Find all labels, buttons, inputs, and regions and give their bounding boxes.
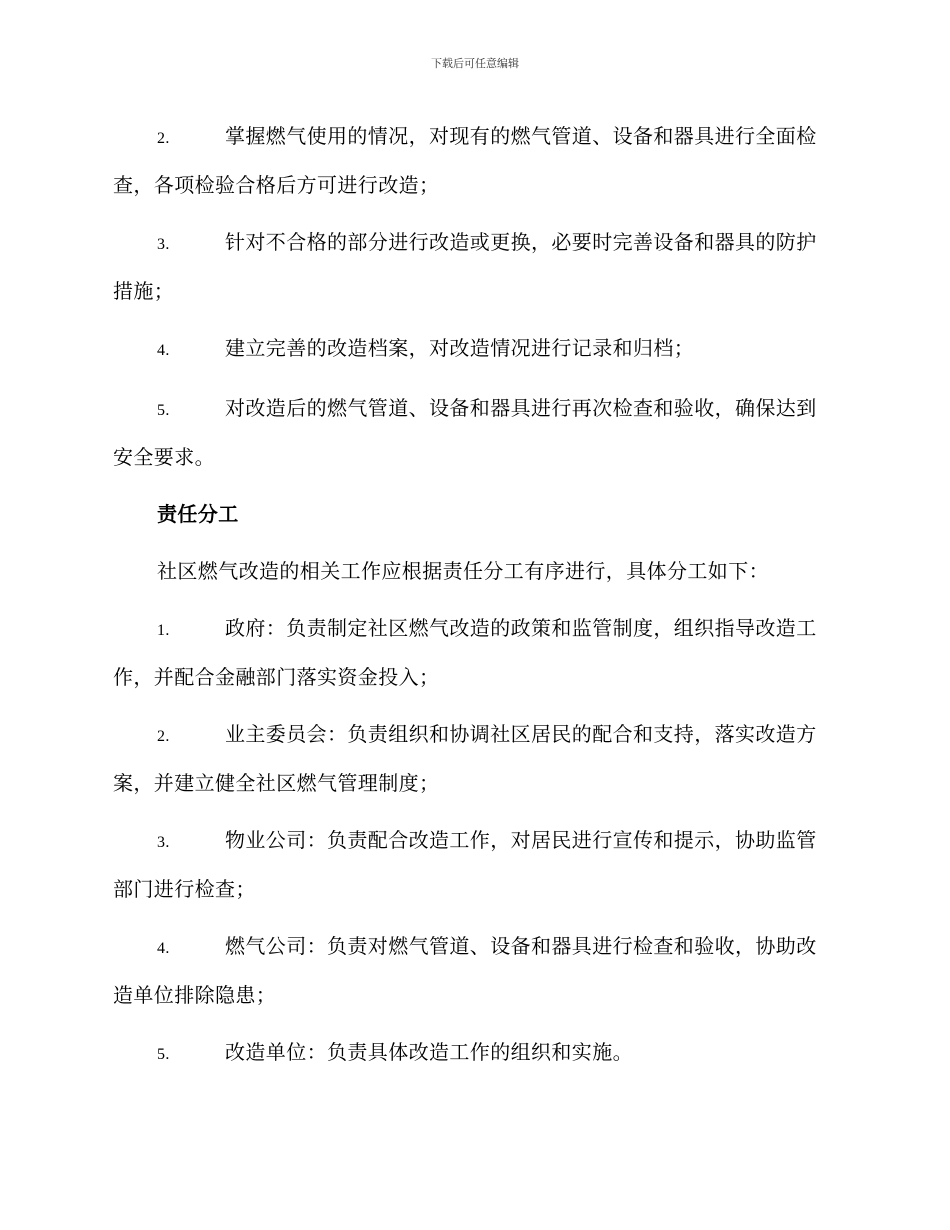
list-number: 3.: [157, 236, 170, 253]
list-number: 3.: [157, 834, 170, 851]
list-text: 对改造后的燃气管道、设备和器具进行再次检查和验收，确保达到安全要求。: [113, 396, 817, 469]
list-item: [113, 923, 835, 1018]
list-number: 5.: [157, 1046, 170, 1063]
list-item: [113, 711, 835, 806]
list-number: 4.: [157, 342, 170, 359]
list-item: [113, 113, 835, 208]
page-header: 下载后可任意编辑: [431, 57, 519, 70]
list-text: 政府：负责制定社区燃气改造的政策和监管制度，组织指导改造工作，并配合金融部门落实资金投入；: [113, 616, 817, 689]
list-number: 2.: [157, 728, 170, 745]
list-text: 针对不合格的部分进行改造或更换，必要时完善设备和器具的防护措施；: [113, 230, 817, 303]
list-item: [113, 817, 835, 912]
list-number: 2.: [157, 130, 170, 147]
list-item: [113, 325, 835, 374]
list-text: 建立完善的改造档案，对改造情况进行记录和归档；: [225, 336, 695, 360]
list-text: 业主委员会：负责组织和协调社区居民的配合和支持，落实改造方案，并建立健全社区燃气管理制度；: [113, 722, 817, 795]
list-item: [113, 219, 835, 314]
section-heading: 责任分工: [157, 502, 239, 526]
section-intro: 社区燃气改造的相关工作应根据责任分工有序进行，具体分工如下：: [157, 559, 769, 583]
list-number: 5.: [157, 402, 170, 419]
list-item: [113, 605, 835, 700]
list-text: 物业公司：负责配合改造工作，对居民进行宣传和提示，协助监管部门进行检查；: [113, 828, 817, 901]
list-number: 1.: [157, 622, 170, 639]
list-text: 掌握燃气使用的情况，对现有的燃气管道、设备和器具进行全面检查，各项检验合格后方可进行改造；: [113, 124, 817, 197]
list-text: 改造单位：负责具体改造工作的组织和实施。: [225, 1040, 633, 1064]
list-item: [113, 1029, 835, 1078]
list-text: 燃气公司：负责对燃气管道、设备和器具进行检查和验收，协助改造单位排除隐患；: [113, 934, 817, 1007]
document-body: [113, 113, 835, 1089]
list-number: 4.: [157, 940, 170, 957]
list-item: [113, 385, 835, 480]
